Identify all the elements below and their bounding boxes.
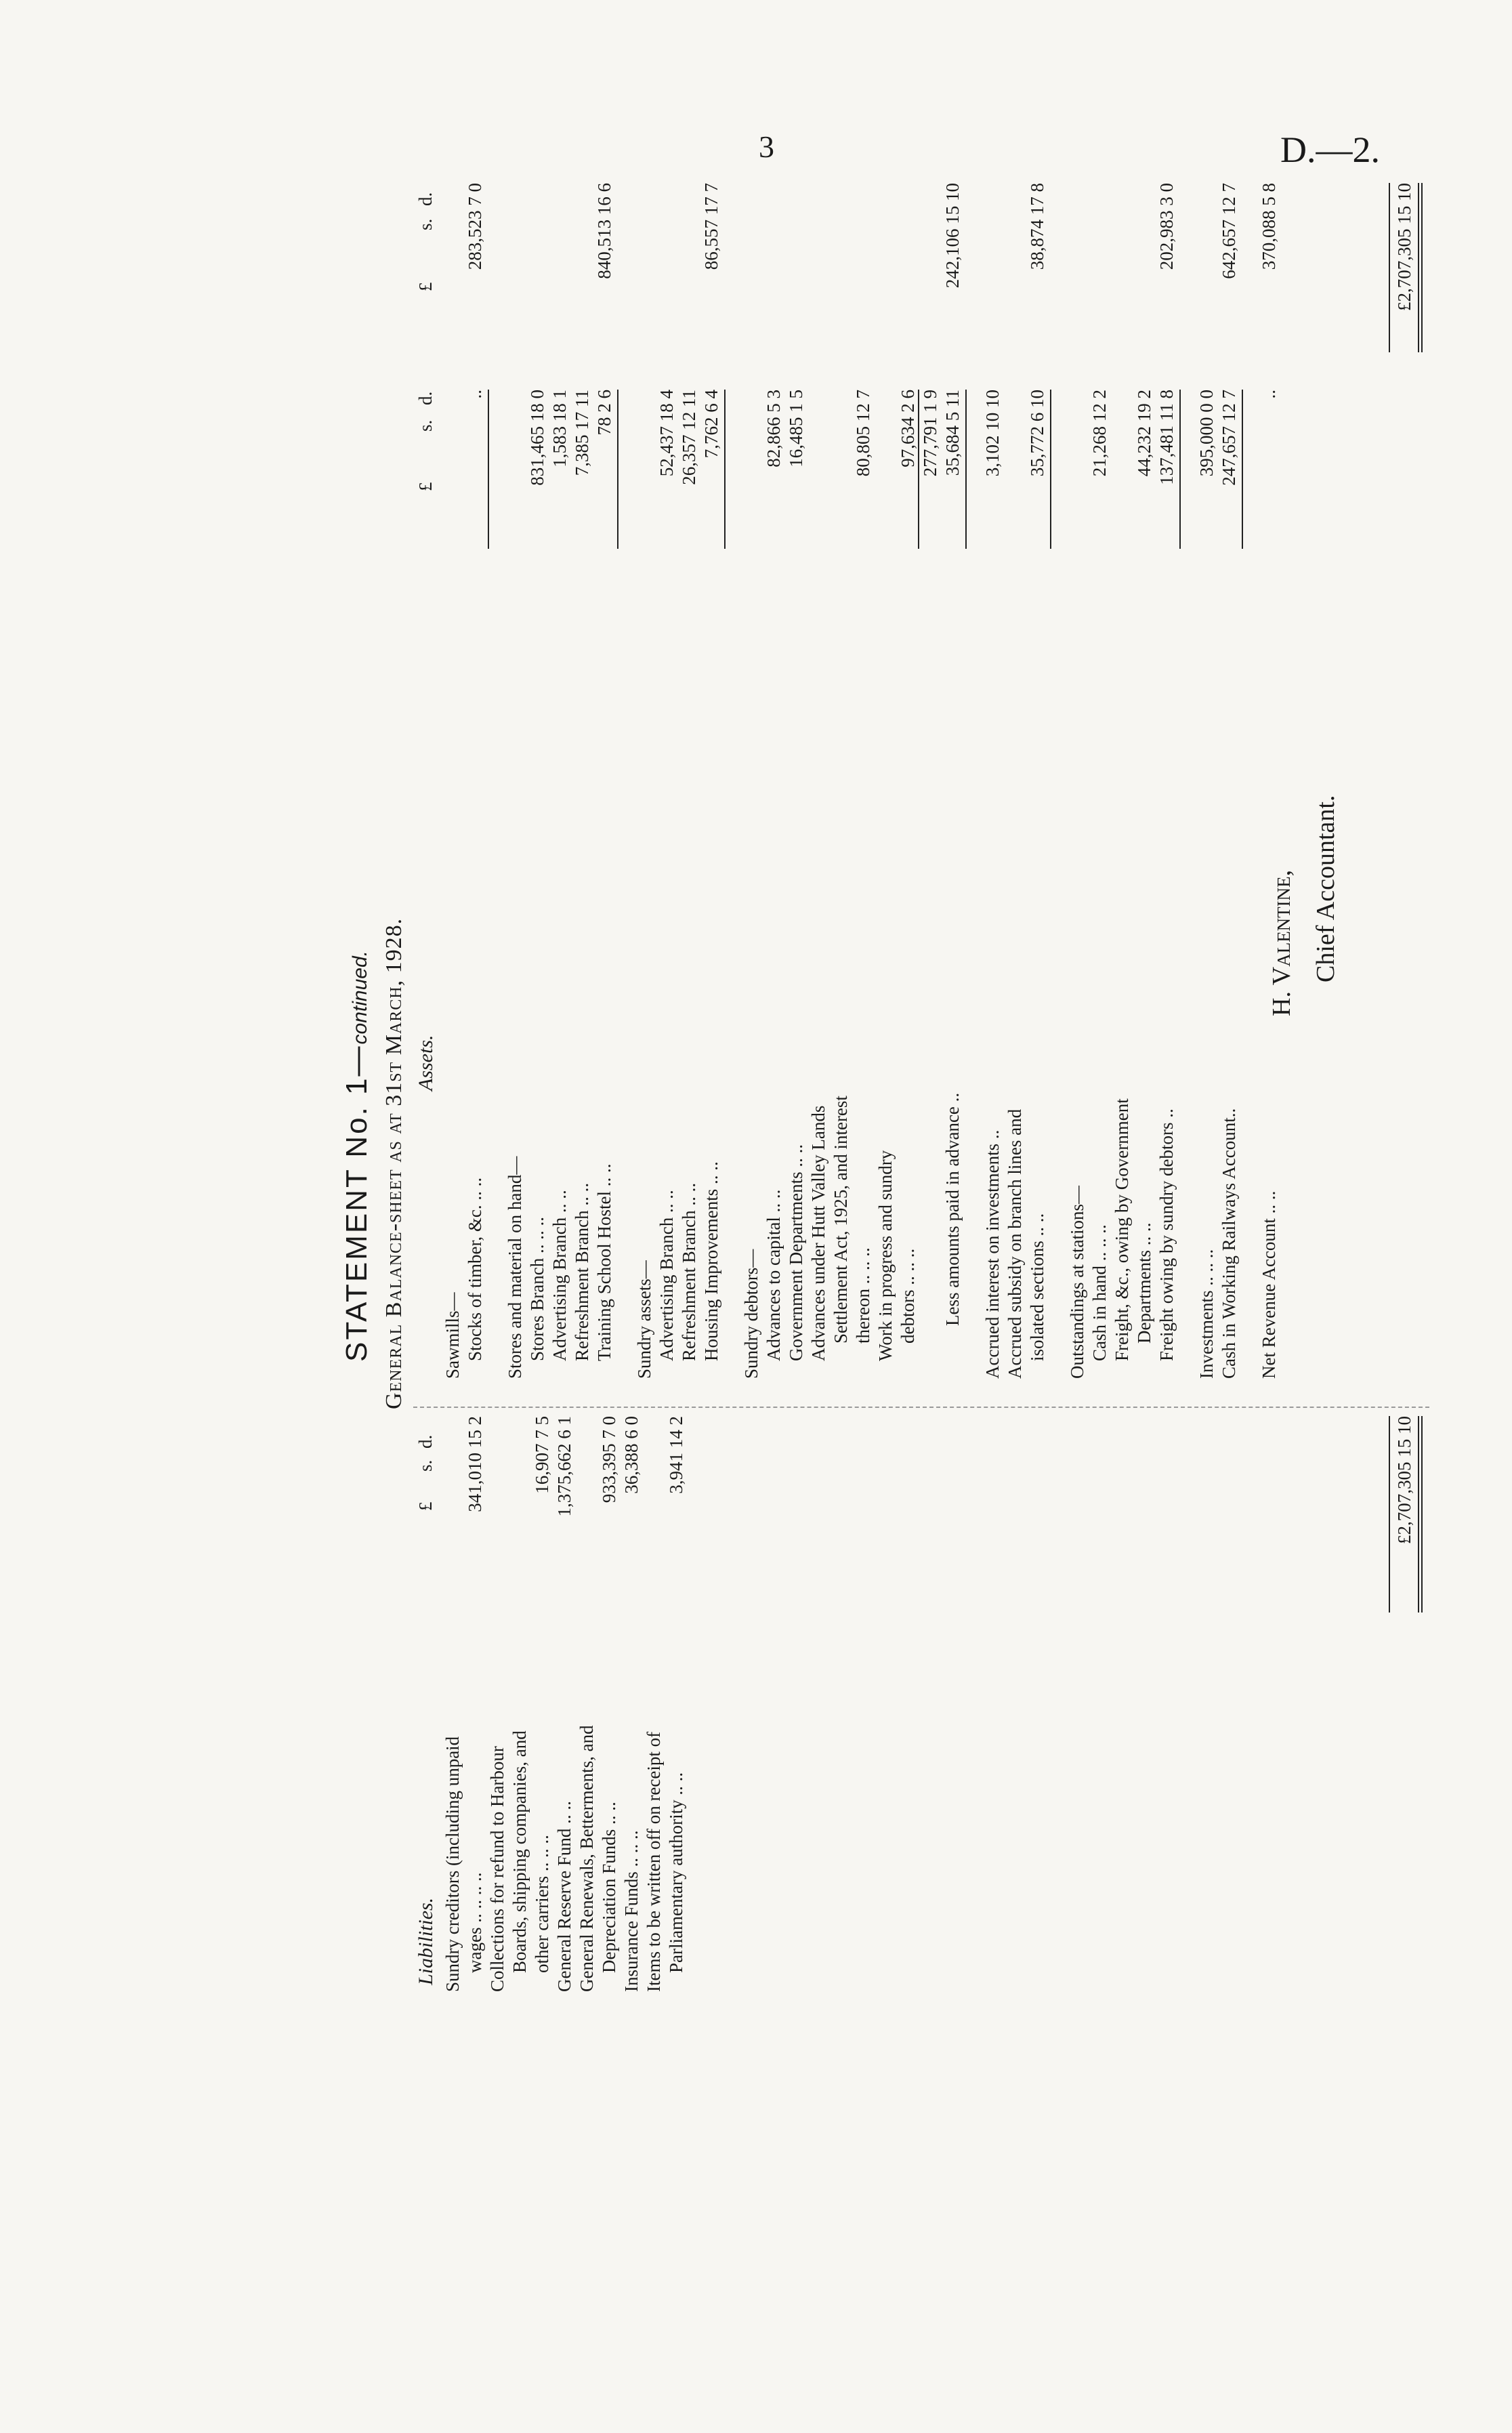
asset-inner-amount: 247,657 12 7: [1219, 390, 1239, 486]
asset-line: thereon .. .. ..: [853, 1247, 873, 1344]
asset-line: debtors .. .. ..: [898, 1248, 918, 1344]
asset-line: Outstandings at stations—: [1067, 1186, 1087, 1379]
liability-line: Insurance Funds .. .. ..: [621, 1830, 642, 1992]
asset-outer-amount: 202,983 3 0: [1156, 183, 1177, 270]
asset-line: Accrued subsidy on branch lines and: [1005, 1108, 1025, 1379]
assets-col-pounds-outer: £: [415, 282, 436, 291]
asset-inner-amount: ..: [465, 390, 485, 399]
liabilities-col-shillings: s.: [415, 1459, 436, 1472]
asset-line: Sundry debtors—: [741, 1249, 761, 1379]
asset-line: Sawmills—: [442, 1292, 463, 1379]
asset-line: Stores and material on hand—: [505, 1156, 525, 1379]
asset-line: Advances to capital .. ..: [763, 1189, 784, 1361]
asset-inner-amount: 7,762 6 4: [701, 390, 721, 459]
assets-col-pence-outer: d.: [415, 192, 436, 206]
document-reference: D.—2.: [1280, 129, 1380, 170]
asset-inner-amount: 26,357 12 11: [679, 390, 699, 485]
asset-inner-amount: 7,385 17 11: [572, 390, 592, 476]
liabilities-total-rule-double-a: [1418, 1416, 1419, 1613]
asset-line: Less amounts paid in advance ..: [942, 1092, 963, 1326]
asset-inner-amount: 277,791 1 9: [920, 390, 940, 477]
asset-inner-amount: 97,634 2 6: [898, 390, 918, 467]
assets-col-pence: d.: [415, 391, 436, 405]
asset-group-rule: [1242, 390, 1243, 549]
asset-inner-amount: 3,102 10 10: [982, 390, 1003, 477]
asset-group-rule: [1179, 390, 1181, 549]
assets-caption: Assets.: [415, 1035, 437, 1091]
liability-line: Boards, shipping companies, and: [509, 1730, 530, 1973]
asset-line: Housing Improvements .. ..: [701, 1161, 721, 1361]
asset-group-rule: [724, 390, 726, 549]
asset-line: Freight, &c., owing by Government: [1112, 1098, 1132, 1361]
asset-inner-amount: 35,684 5 11: [942, 390, 963, 476]
liability-amount: 1,375,662 6 1: [554, 1416, 574, 1517]
asset-group-rule: [965, 390, 967, 549]
column-divider: [413, 1407, 1429, 1408]
asset-subtotal-rule: [918, 390, 919, 549]
liability-line: Sundry creditors (including unpaid: [442, 1736, 463, 1992]
liability-line: Parliamentary authority .. ..: [666, 1772, 686, 1973]
asset-group-rule: [488, 390, 489, 549]
liabilities-col-pounds: £: [415, 1501, 436, 1511]
asset-inner-amount: 35,772 6 10: [1027, 390, 1047, 477]
asset-inner-amount: 16,485 1 5: [786, 390, 806, 467]
asset-inner-amount: 80,805 12 7: [853, 390, 873, 477]
asset-line: Freight owing by sundry debtors ..: [1156, 1108, 1177, 1361]
liability-line: General Reserve Fund .. ..: [554, 1801, 574, 1992]
liability-line: Collections for refund to Harbour: [487, 1746, 507, 1992]
statement-title-suffix: continued.: [349, 951, 371, 1045]
asset-line: Settlement Act, 1925, and interest: [831, 1096, 851, 1344]
liability-amount: 933,395 7 0: [599, 1416, 619, 1503]
liability-amount: 3,941 14 2: [666, 1416, 686, 1494]
balance-sheet: [163, 95, 1414, 2127]
assets-col-shillings: s.: [415, 419, 436, 432]
asset-outer-amount: 86,557 17 7: [701, 183, 721, 270]
asset-outer-amount: 642,657 12 7: [1219, 183, 1239, 279]
liabilities-col-pence: d.: [415, 1434, 436, 1449]
asset-line: Stores Branch .. .. ..: [527, 1217, 547, 1361]
asset-line: Net Revenue Account .. ..: [1259, 1190, 1279, 1379]
asset-inner-amount: 52,437 18 4: [656, 390, 677, 477]
liability-amount: 36,388 6 0: [621, 1416, 642, 1494]
liabilities-caption: Liabilities.: [415, 1897, 437, 1985]
assets-col-shillings-outer: s.: [415, 218, 436, 230]
asset-outer-amount: 242,106 15 10: [942, 183, 963, 289]
asset-line: Stocks of timber, &c. .. ..: [465, 1177, 485, 1361]
asset-inner-amount: 395,000 0 0: [1196, 390, 1217, 477]
liabilities-total-rule-double-b: [1421, 1416, 1423, 1613]
asset-line: Sundry assets—: [634, 1260, 654, 1379]
asset-group-rule: [1050, 390, 1051, 549]
statement-title-text: STATEMENT No. 1—: [340, 1044, 373, 1362]
asset-outer-amount: 840,513 16 6: [594, 183, 614, 279]
asset-inner-amount: 1,583 18 1: [549, 390, 570, 467]
asset-line: Government Departments .. ..: [786, 1144, 806, 1361]
liability-amount: 16,907 7 5: [532, 1416, 552, 1494]
liabilities-total-rule: [1389, 1416, 1390, 1613]
liability-line: wages .. .. .. ..: [465, 1872, 485, 1973]
asset-inner-amount: 78 2 6: [594, 390, 614, 436]
asset-inner-amount: 137,481 11 8: [1156, 390, 1177, 485]
asset-line: Advertising Branch .. ..: [656, 1190, 677, 1361]
asset-inner-amount: 44,232 19 2: [1134, 390, 1154, 477]
asset-line: Departments .. ..: [1134, 1222, 1154, 1344]
asset-line: Refreshment Branch .. ..: [679, 1182, 699, 1361]
asset-inner-amount: 82,866 5 3: [763, 390, 784, 467]
asset-line: Advances under Hutt Valley Lands: [808, 1105, 828, 1361]
signature-title: Chief Accountant.: [1311, 795, 1340, 982]
asset-group-rule: [617, 390, 618, 549]
assets-total-rule-double-b: [1421, 183, 1423, 352]
asset-inner-amount: 831,465 18 0: [527, 390, 547, 486]
liability-line: Depreciation Funds .. ..: [599, 1802, 619, 1973]
assets-total-rule-double-a: [1418, 183, 1419, 352]
liabilities-total: £2,707,305 15 10: [1394, 1416, 1414, 1544]
asset-outer-amount: 370,088 5 8: [1259, 183, 1279, 270]
liability-line: General Renewals, Betterments, and: [576, 1725, 597, 1992]
statement-subtitle: General Balance-sheet as at 31st March, 1928.: [381, 917, 406, 1409]
asset-line: Refreshment Branch .. ..: [572, 1182, 592, 1361]
asset-line: Training School Hostel .. ..: [594, 1163, 614, 1361]
assets-total-rule: [1389, 183, 1390, 352]
liability-line: Items to be written off on receipt of: [644, 1731, 664, 1992]
liability-amount: 341,010 15 2: [465, 1416, 485, 1512]
statement-title: [340, 951, 373, 1362]
asset-inner-amount: ..: [1259, 390, 1279, 399]
page-number: 3: [759, 129, 774, 164]
asset-inner-amount: 21,268 12 2: [1089, 390, 1110, 477]
assets-total: £2,707,305 15 10: [1394, 183, 1414, 311]
asset-line: Work in progress and sundry: [875, 1150, 896, 1361]
asset-line: Cash in hand .. .. ..: [1089, 1224, 1110, 1361]
asset-line: Advertising Branch .. ..: [549, 1190, 570, 1361]
asset-line: isolated sections .. ..: [1027, 1213, 1047, 1361]
asset-line: Investments .. .. ..: [1196, 1249, 1217, 1379]
asset-outer-amount: 38,874 17 8: [1027, 183, 1047, 270]
assets-col-pounds: £: [415, 482, 436, 491]
liability-line: other carriers .. .. ..: [532, 1835, 552, 1973]
asset-line: Accrued interest on investments ..: [982, 1129, 1003, 1379]
asset-line: Cash in Working Railways Account..: [1219, 1108, 1239, 1379]
signature-name: H. Valentine,: [1267, 869, 1296, 1016]
asset-outer-amount: 283,523 7 0: [465, 183, 485, 270]
